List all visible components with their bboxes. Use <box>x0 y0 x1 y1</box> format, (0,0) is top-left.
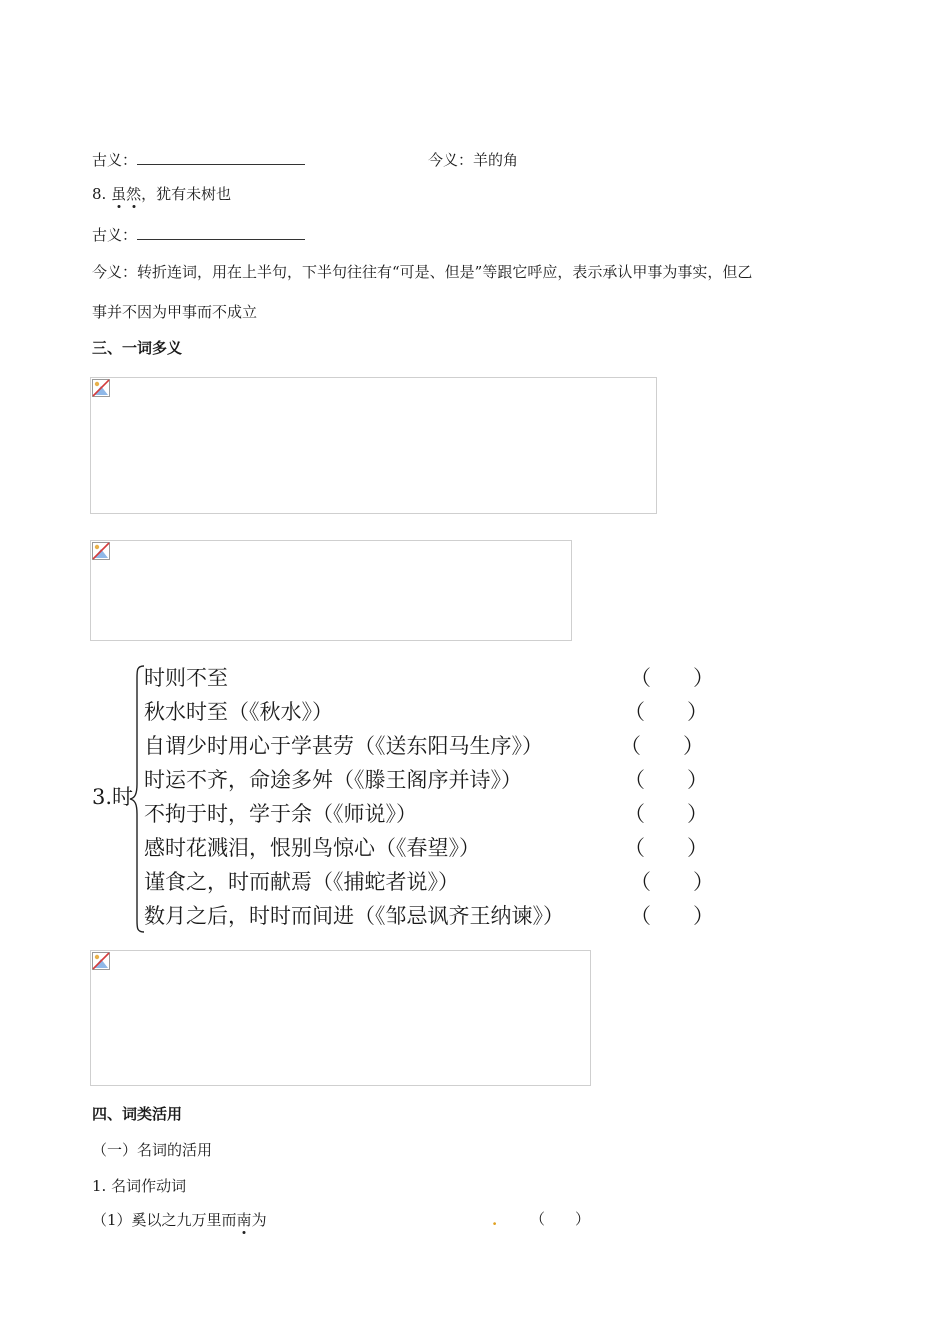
jin-yi-line-2: 今义：转折连词，用在上半句，下半句往往有“可是、但是”等跟它呼应，表示承认甲事为事实，但乙 <box>92 263 753 281</box>
answer-parentheses[interactable]: （ ） <box>624 836 708 860</box>
broken-image-icon <box>92 379 110 397</box>
question-1 <box>92 1210 267 1230</box>
answer-parentheses[interactable]: （ ） <box>624 802 708 826</box>
gu-yi-label: 古义： <box>92 151 138 169</box>
gu-yi-label: 古义： <box>92 226 138 244</box>
answer-parentheses[interactable]: （ ） <box>530 1210 591 1228</box>
dotted-char: 南 <box>236 1211 252 1229</box>
answer-blank[interactable] <box>137 150 305 165</box>
item-3-label: 3.时 <box>92 785 134 809</box>
answer-blank[interactable] <box>137 225 305 240</box>
entry-text: 谨食之，时而献焉（《捕蛇者说》） <box>144 870 459 894</box>
broken-image-icon <box>92 952 110 970</box>
entry-text: 时运不齐，命途多舛（《滕王阁序并诗》） <box>144 768 522 792</box>
item-text: ，犹有未树也 <box>141 185 232 203</box>
entry-text: 时则不至 <box>144 666 228 690</box>
section-title-3: 三、一词多义 <box>92 339 183 357</box>
subsection-item: 1. 名词作动词 <box>92 1177 187 1195</box>
question-text: 为 <box>251 1211 267 1229</box>
entry-text: 秋水时至（《秋水》） <box>144 700 333 724</box>
jin-yi-line-2-cont: 事并不因为甲事而不成立 <box>92 303 258 321</box>
entry-text: 数月之后，时时而间进（《邹忌讽齐王纳谏》） <box>144 904 564 928</box>
answer-parentheses[interactable]: （ ） <box>624 768 708 792</box>
entry-text: 自谓少时用心于学甚劳（《送东阳马生序》） <box>144 734 543 758</box>
item-8 <box>92 184 231 204</box>
item-3-entries <box>144 661 564 933</box>
dotted-char: 虽 <box>111 185 127 203</box>
section-title-4: 四、词类活用 <box>92 1105 183 1123</box>
dotted-char: 然 <box>126 185 142 203</box>
answer-parentheses[interactable]: （ ） <box>630 904 714 928</box>
answer-parentheses[interactable]: （ ） <box>630 666 714 690</box>
entry-text: 感时花溅泪，恨别鸟惊心（《春望》） <box>144 836 480 860</box>
orange-dot: . <box>492 1211 498 1229</box>
question-text: （1）奚以之九万里而 <box>92 1211 237 1229</box>
answer-parentheses[interactable]: （ ） <box>624 700 708 724</box>
subsection-title: （一）名词的活用 <box>92 1141 213 1159</box>
item-number: 8. <box>92 185 112 203</box>
answer-parentheses[interactable]: （ ） <box>630 870 714 894</box>
image-placeholder <box>90 540 572 641</box>
broken-image-icon <box>92 542 110 560</box>
answer-parentheses[interactable]: （ ） <box>620 734 704 758</box>
image-placeholder <box>90 950 591 1086</box>
entry-text: 不拘于时，学于余（《师说》） <box>144 802 417 826</box>
gu-yi-line-2 <box>92 225 305 245</box>
gu-yi-line-1 <box>92 150 305 170</box>
jin-yi-line-1: 今义：羊的角 <box>428 151 519 169</box>
image-placeholder <box>90 377 657 514</box>
